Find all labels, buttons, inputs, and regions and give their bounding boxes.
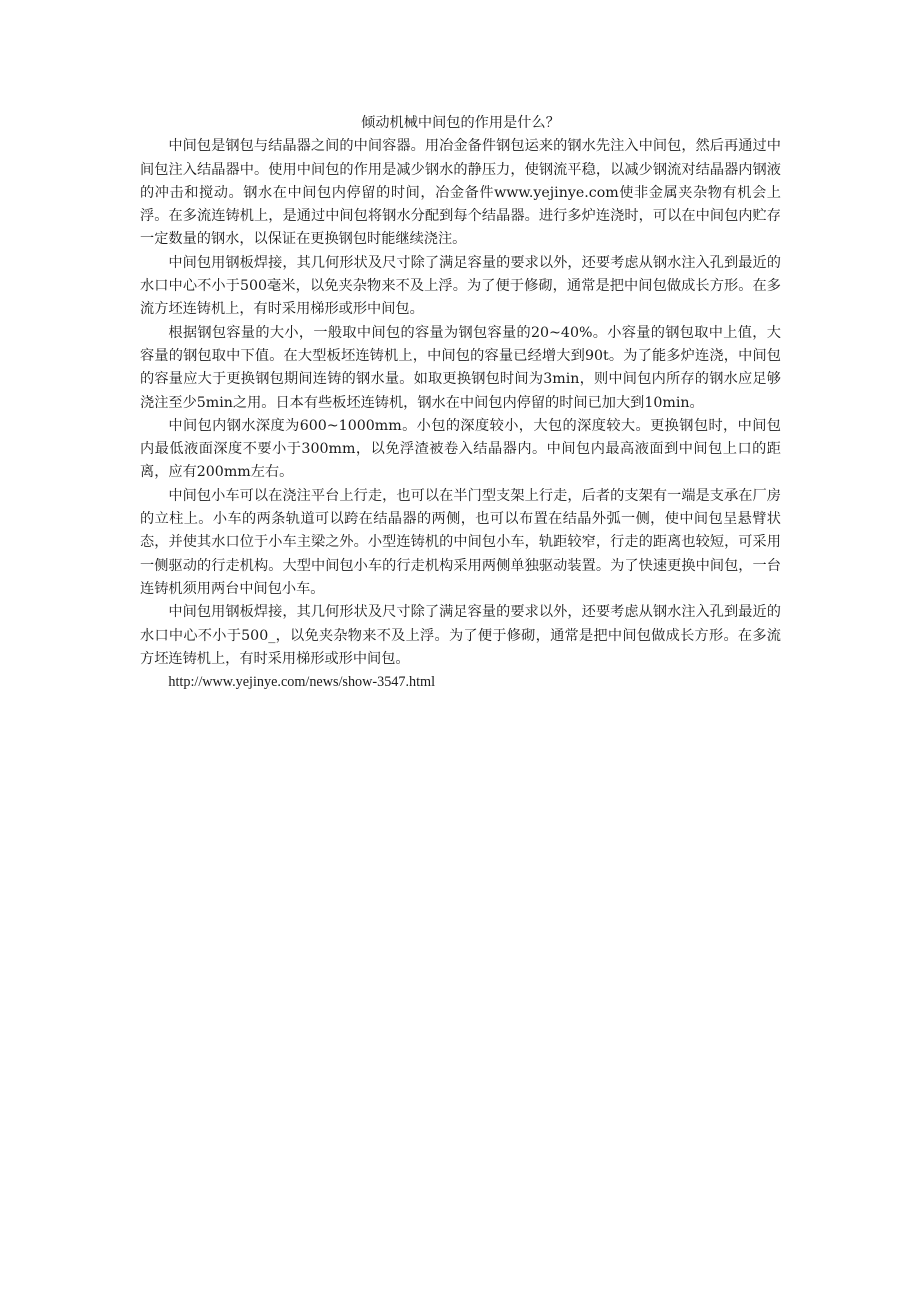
paragraph-1: 中间包是钢包与结晶器之间的中间容器。用冶金备件钢包运来的钢水先注入中间包，然后再通过中间包注入结晶器中。使用中间包的作用是减少钢水的静压力，使钢流平稳，以减少钢流对结晶器内钢液的冲击和搅动。钢水在中间包内停留的时间，冶金备件www.yejinye.com使非金属夹杂物有机会上浮。在多流连铸机上，是通过中间包将钢水分配到每个结晶器。进行多炉连浇时，可以在中间包内贮存一定数量的钢水，以保证在更换钢包时能继续浇注。 [140, 138, 781, 248]
paragraph-4: 中间包内钢水深度为600~1000mm。小包的深度较小，大包的深度较大。更换钢包时，中间包内最低液面深度不要小于300mm，以免浮渣被卷入结晶器内。中间包内最高液面到中间包上口的距离，应有200mm左右。 [140, 417, 781, 481]
source-url: http://www.yejinye.com/news/show-3547.html [168, 674, 436, 691]
paragraph-6: 中间包用钢板焊接，其几何形状及尺寸除了满足容量的要求以外，还要考虑从钢水注入孔到最近的水口中心不小于500_，以免夹杂物来不及上浮。为了便于修砌，通常是把中间包做成长方形。在多流方坯连铸机上，有时采用梯形或形中间包。 [140, 604, 781, 667]
document-title: 倾动机械中间包的作用是什么？ [361, 115, 560, 131]
paragraph-5: 中间包小车可以在浇注平台上行走，也可以在半门型支架上行走，后者的支架有一端是支承在厂房的立柱上。小车的两条轨道可以跨在结晶器的两侧，也可以布置在结晶外弧一侧，使中间包呈悬臂状态，并使其水口位于小车主梁之外。小型连铸机的中间包小车，轨距较窄，行走的距离也较短，可采用一侧驱动的行走机构。大型中间包小车的行走机构采用两侧单独驱动装置。为了快速更换中间包，一台连铸机须用两台中间包小车。 [140, 487, 781, 597]
paragraph-3: 根据钢包容量的大小，一般取中间包的容量为钢包容量的20~40%。小容量的钢包取中上值，大容量的钢包取中下值。在大型板坯连铸机上，中间包的容量已经增大到90t。为了能多炉连浇，中间包的容量应大于更换钢包期间连铸的钢水量。如取更换钢包时间为3min，则中间包内所存的钢水应足够浇注至少5min之用。日本有些板坯连铸机，钢水在中间包内停留的时间已加大到10min。 [140, 324, 781, 411]
paragraph-2: 中间包用钢板焊接，其几何形状及尺寸除了满足容量的要求以外，还要考虑从钢水注入孔到最近的水口中心不小于500毫米，以免夹杂物来不及上浮。为了便于修砌，通常是把中间包做成长方形。在多流方坯连铸机上，有时采用梯形或形中间包。 [140, 254, 781, 318]
document-body [140, 112, 781, 694]
